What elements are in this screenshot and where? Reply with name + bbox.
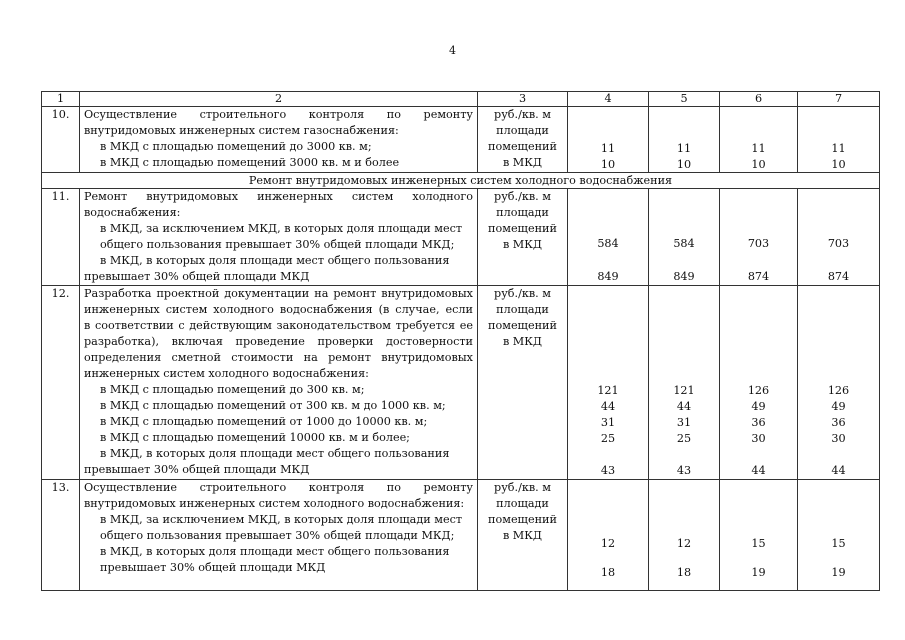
table-row [42,107,880,173]
value: 19 [831,566,846,579]
value: 25 [676,432,692,445]
value: 12 [600,537,616,550]
value: 126 [827,384,850,397]
description-line: Осуществление строительного контроля по ремонту [84,481,473,494]
value: 10 [751,158,766,171]
rates-table [41,91,880,591]
column-number-row [42,92,880,107]
unit-cell [478,480,568,591]
unit-line: помещений [488,222,557,235]
description-line: в МКД с площадью помещений от 1000 до 10000 кв. м; [100,415,428,428]
value: 36 [831,416,846,429]
row-number: 10. [42,107,80,173]
value-cell [649,480,720,591]
row-number: 12. [42,286,80,480]
value: 31 [676,416,692,429]
value-cell [798,189,880,286]
column-number: 3 [478,92,568,107]
value: 44 [676,400,692,413]
unit-line: руб./кв. м [494,108,551,121]
value: 703 [747,237,770,250]
value-cell [649,107,720,173]
table-row [42,189,880,286]
column-number: 4 [568,92,649,107]
description-line: инженерных систем холодного водоснабжения (в случае, если [84,303,473,316]
row-description [80,107,478,173]
row-description [80,480,478,591]
row-number: 13. [42,480,80,591]
unit-line: в МКД [502,335,543,348]
value: 49 [831,400,846,413]
value-cell [720,286,798,480]
value: 11 [600,142,616,155]
description-line: внутридомовых инженерных систем газоснабжения: [84,124,399,137]
description-line: определения сметной стоимости на ремонт внутридомовых [84,351,473,364]
value: 19 [751,566,766,579]
value: 43 [676,464,692,477]
column-number: 5 [649,92,720,107]
description-line: в МКД, в которых доля площади мест общего пользования [100,447,450,460]
column-number: 7 [798,92,880,107]
description-line: Ремонт внутридомовых инженерных систем холодного [84,190,473,203]
value-cell [568,107,649,173]
value: 18 [676,566,692,579]
value-cell [798,286,880,480]
description-line: инженерных систем холодного водоснабжения: [84,367,369,380]
value-cell [568,480,649,591]
value: 11 [676,142,692,155]
value: 31 [600,416,616,429]
value: 10 [676,158,692,171]
value: 849 [673,270,695,283]
table-row [42,480,880,591]
value: 44 [600,400,616,413]
description-line: в МКД с площадью помещений 3000 кв. м и более [100,156,400,169]
description-line: в МКД с площадью помещений до 3000 кв. м; [100,140,372,153]
description-line: превышает 30% общей площади МКД [84,463,310,476]
description-line: в МКД с площадью помещений 10000 кв. м и более; [100,431,410,444]
value-cell [649,189,720,286]
value: 49 [751,400,766,413]
value: 874 [827,270,850,283]
unit-line: руб./кв. м [494,190,551,203]
value: 121 [597,384,619,397]
section-row [42,173,880,189]
unit-line: площади [496,206,549,219]
description-line: Разработка проектной документации на ремонт внутридомовых [84,287,473,300]
value-cell [568,286,649,480]
unit-line: руб./кв. м [494,481,551,494]
section-title: Ремонт внутридомовых инженерных систем холодного водоснабжения [42,173,880,189]
description-line: в МКД, в которых доля площади мест общего пользования [100,254,450,267]
value: 36 [751,416,766,429]
description-line: в МКД, за исключением МКД, в которых доля площади мест [100,513,463,526]
column-number: 2 [80,92,478,107]
description-line: превышает 30% общей площади МКД [84,270,310,283]
description-line: в МКД, за исключением МКД, в которых доля площади мест [100,222,463,235]
description-line: в соответствии с действующим законодательством требуется ее [84,319,473,332]
table-row [42,286,880,480]
unit-line: площади [496,497,549,510]
value: 30 [751,432,766,445]
value: 10 [600,158,616,171]
value: 10 [831,158,846,171]
value-cell [720,189,798,286]
description-line: разработка), включая проведение проверки достоверности [84,335,473,348]
description-line: в МКД, в которых доля площади мест общего пользования [100,545,450,558]
value: 849 [597,270,619,283]
row-description [80,189,478,286]
unit-line: в МКД [502,529,543,542]
row-number: 11. [42,189,80,286]
column-number: 6 [720,92,798,107]
value-cell [798,107,880,173]
unit-line: площади [496,303,549,316]
value: 11 [751,142,766,155]
value-cell [649,286,720,480]
value: 121 [673,384,695,397]
description-line: общего пользования превышает 30% общей площади МКД; [100,529,455,542]
description-line: в МКД с площадью помещений до 300 кв. м; [100,383,365,396]
page-number: 4 [449,44,456,57]
value: 18 [600,566,616,579]
value: 874 [747,270,770,283]
unit-cell [478,286,568,480]
unit-cell [478,107,568,173]
value: 15 [751,537,766,550]
value: 44 [751,464,766,477]
value: 584 [597,237,619,250]
value: 11 [831,142,846,155]
unit-line: помещений [488,140,557,153]
value: 703 [827,237,850,250]
unit-line: площади [496,124,549,137]
value-cell [568,189,649,286]
unit-cell [478,189,568,286]
value-cell [798,480,880,591]
unit-line: руб./кв. м [494,287,551,300]
description-line: превышает 30% общей площади МКД [100,561,326,574]
unit-line: помещений [488,319,557,332]
value: 584 [673,237,695,250]
unit-line: в МКД [502,156,543,169]
description-line: Осуществление строительного контроля по ремонту [84,108,473,121]
description-line: в МКД с площадью помещений от 300 кв. м до 1000 кв. м; [100,399,446,412]
value: 12 [676,537,692,550]
description-line: водоснабжения: [84,206,181,219]
description-line: общего пользования превышает 30% общей площади МКД; [100,238,455,251]
value-cell [720,107,798,173]
column-number: 1 [42,92,80,107]
value: 25 [600,432,616,445]
unit-line: помещений [488,513,557,526]
value: 44 [831,464,846,477]
value: 30 [831,432,846,445]
value: 15 [831,537,846,550]
description-line: внутридомовых инженерных систем холодного водоснабжения: [84,497,465,510]
row-description [80,286,478,480]
value: 43 [600,464,616,477]
value-cell [720,480,798,591]
value: 126 [747,384,770,397]
unit-line: в МКД [502,238,543,251]
